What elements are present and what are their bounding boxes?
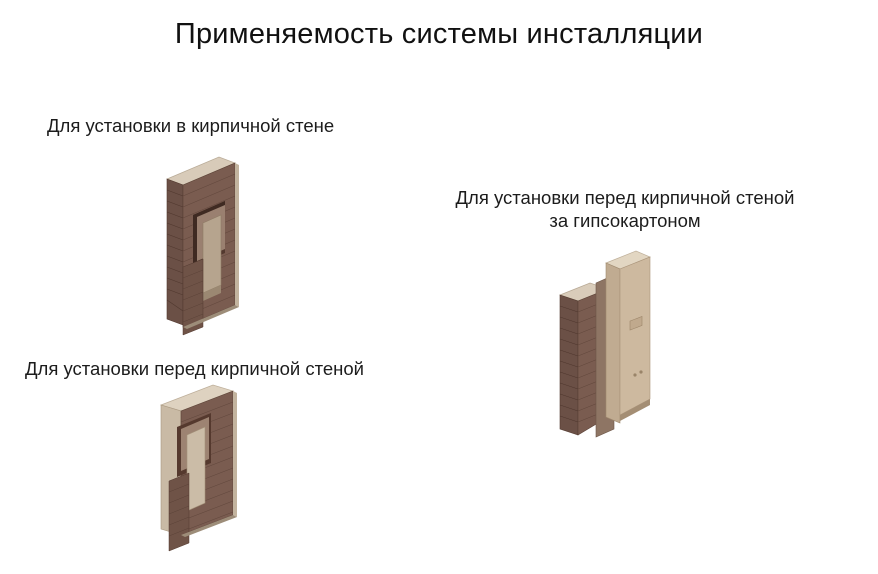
caption-gypsum-line-1: Для установки перед кирпичной стеной xyxy=(455,187,795,208)
figure-brick-wall-recessed xyxy=(163,157,283,347)
caption-gypsum-line-2: за гипсокартоном xyxy=(549,210,701,232)
caption-gypsum xyxy=(399,186,851,232)
caption-brick-in: Для установки в кирпичной стене xyxy=(47,115,335,136)
page-title: Применяемость системы инсталляции xyxy=(174,18,704,50)
caption-brick-front: Для установки перед кирпичной стеной xyxy=(25,358,364,379)
figure-brick-wall-gypsum xyxy=(552,243,682,458)
figure-brick-wall-front xyxy=(155,385,275,560)
